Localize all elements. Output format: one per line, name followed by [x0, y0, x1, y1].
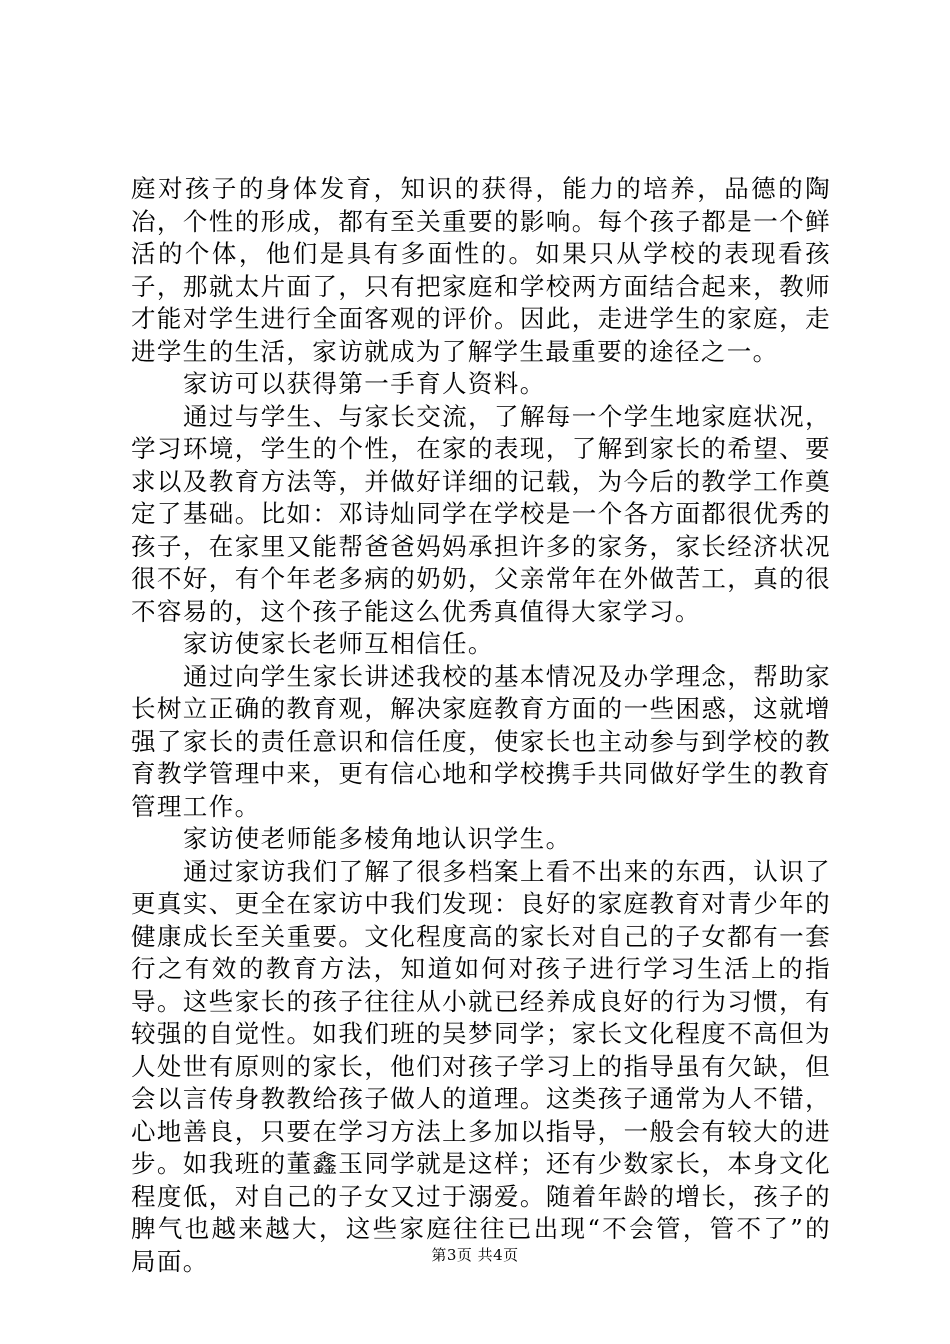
paragraph-heading-first-hand-materials: 家访可以获得第一手育人资料。 — [183, 369, 546, 398]
paragraph-heading-multi-angle: 家访使老师能多棱角地认识学生。 — [183, 824, 572, 853]
page-number-label: 第3页 共4页 — [431, 1246, 519, 1264]
paragraph-heading-mutual-trust: 家访使家长老师互相信任。 — [183, 629, 494, 658]
paragraph-home-visit-findings: 通过家访我们了解了很多档案上看不出来的东西，认识了更真实、更全在家访中我们发现：良好的家庭教育对青少年的健康成长至关重要。文化程度高的家长对自己的子女都有一套行之有效的教育方法，知道如何对孩子进行学习生活上的指导。这些家长的孩子往往从小就已经养成良好的行为习惯，有较强的自觉性。如我们班的吴梦同学；家长文化程度不高但为人处世有原则的家长，他们对孩子学习上的指导虽有欠缺，但会以言传身教教给孩子做人的道理。这类孩子通常为人不错，心地善良，只要在学习方法上多加以指导，一般会有较大的进步。如我班的董鑫玉同学就是这样；还有少数家长，本身文化程度低，对自己的子女又过于溺爱。随着年龄的增长，孩子的脾气也越来越大，这些家庭往往已出现“不会管，管不了”的局面。 — [131, 856, 831, 1276]
paragraph-school-philosophy: 通过向学生家长讲述我校的基本情况及办学理念，帮助家长树立正确的教育观，解决家庭教育方面的一些困惑，这就增强了家长的责任意识和信任度，使家长也主动参与到学校的教育教学管理中来，更有信心地和学校携手共同做好学生的教育管理工作。 — [131, 661, 831, 821]
paragraph-intro: 庭对孩子的身体发育，知识的获得，能力的培养，品德的陶冶，个性的形成，都有至关重要的影响。每个孩子都是一个鲜活的个体，他们是具有多面性的。如果只从学校的表现看孩子，那就太片面了，只有把家庭和学校两方面结合起来，教师才能对学生进行全面客观的评价。因此，走进学生的家庭，走进学生的生活，家访就成为了解学生最重要的途径之一。 — [131, 174, 831, 366]
page-footer — [0, 1244, 950, 1265]
document-body — [131, 173, 831, 1278]
paragraph-communication: 通过与学生、与家长交流，了解每一个学生地家庭状况，学习环境，学生的个性，在家的表现，了解到家长的希望、要求以及教育方法等，并做好详细的记载，为今后的教学工作奠定了基础。比如：邓诗灿同学在学校是一个各方面都很优秀的孩子，在家里又能帮爸爸妈妈承担许多的家务，家长经济状况很不好，有个年老多病的奶奶，父亲常年在外做苦工，真的很不容易的，这个孩子能这么优秀真值得大家学习。 — [131, 401, 831, 626]
